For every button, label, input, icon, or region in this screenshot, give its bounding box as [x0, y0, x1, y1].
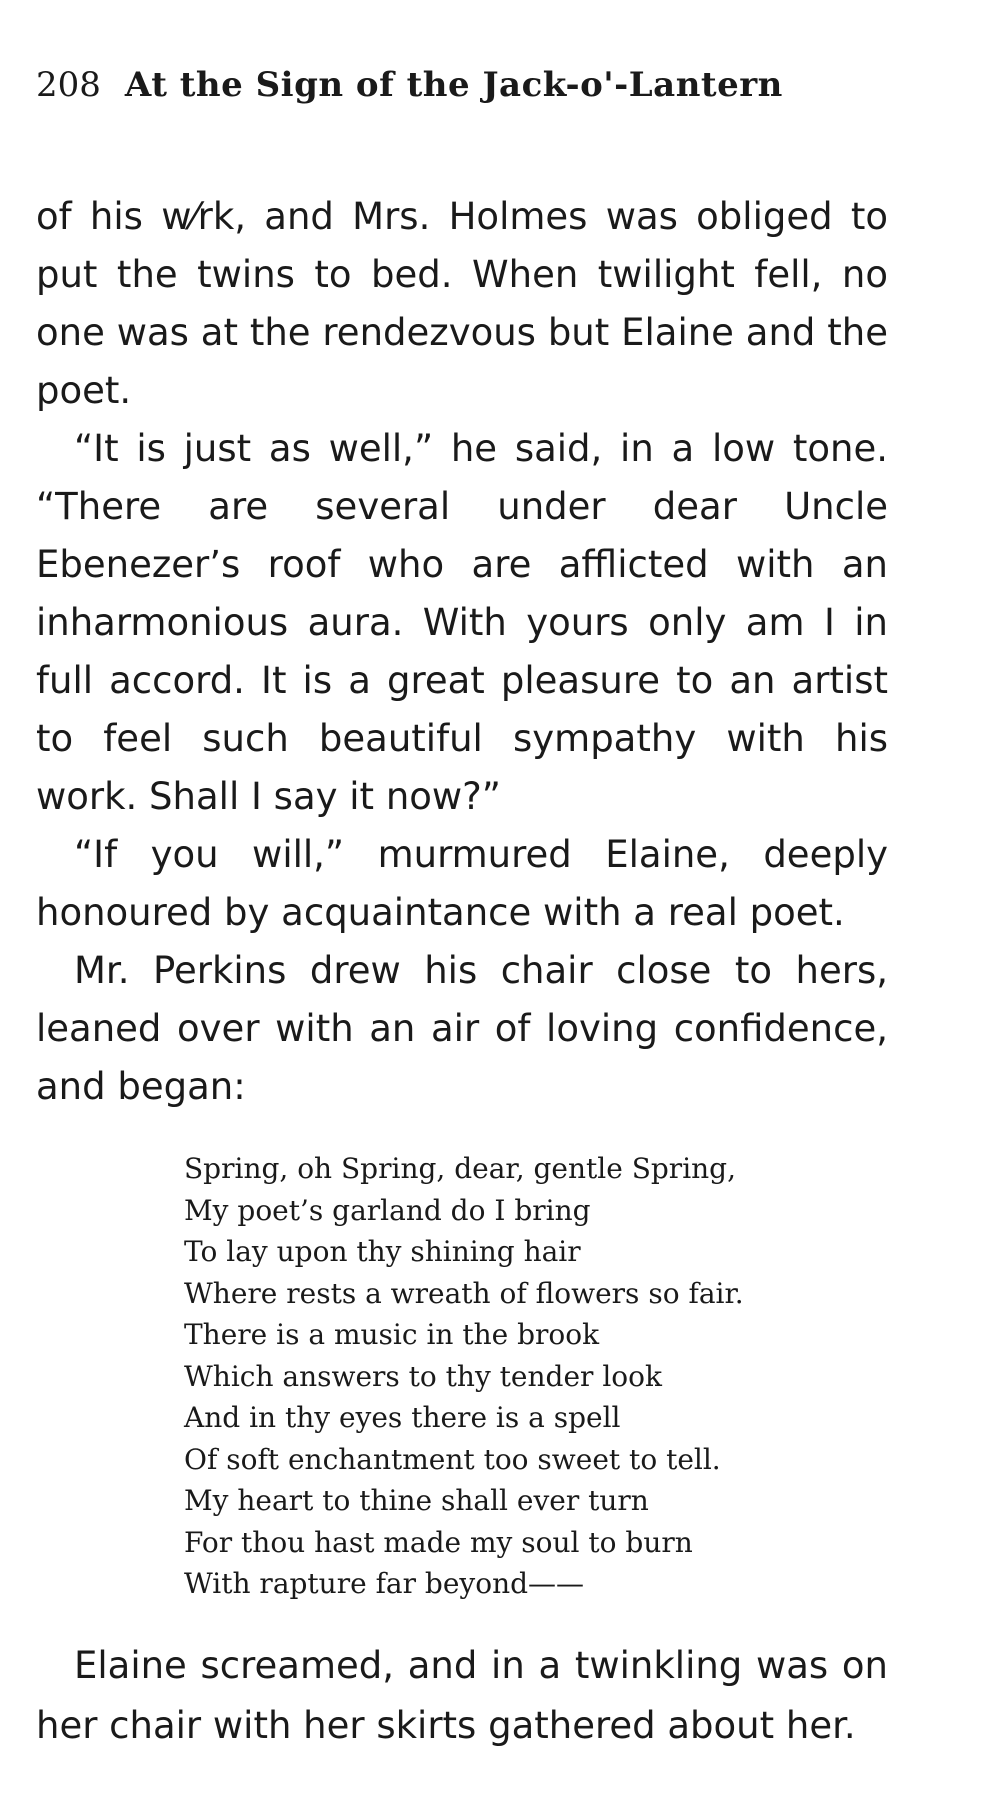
poem — [184, 1148, 824, 1605]
poem-line: To lay upon thy shining hair — [184, 1235, 581, 1268]
poem-line: Which answers to thy tender look — [184, 1359, 662, 1393]
poem-line: Spring, oh Spring, dear, gentle Spring, — [184, 1152, 737, 1185]
poem-line: With rapture far beyond—— — [184, 1567, 585, 1600]
paragraph-elaine-reply: “If you will,” murmured Elaine, deeply honoured by acquaintance with a real poet. — [36, 833, 888, 934]
body-text — [36, 188, 888, 1116]
closing-text — [36, 1636, 888, 1756]
poem-line: Where rests a wreath of flowers so fair. — [184, 1276, 744, 1310]
book-title: At the Sign of the Jack-o'-Lantern — [124, 65, 783, 105]
poem-line: My poet’s garland do I bring — [184, 1193, 591, 1227]
paragraph-perkins-begins: Mr. Perkins drew his chair close to hers, leaned over with an air of loving confidence, and began: — [36, 949, 888, 1108]
poem-line: My heart to thine shall ever turn — [184, 1484, 649, 1517]
paragraph-poet-speech: “It is just as well,” he said, in a low tone. “There are several under dear Uncle Ebenezer’s roof who are afflicted with an inharmonious aura. With yours only am I in full accord. It is a great pleasure to an artist to feel such beautiful sympathy with his work. Shall I say it now?” — [36, 427, 888, 818]
poem-line: There is a music in the brook — [184, 1318, 600, 1351]
page-number: 208 — [36, 65, 101, 105]
poem-line: For thou hast made my soul to burn — [184, 1525, 693, 1559]
poem-line: Of soft enchantment too sweet to tell. — [184, 1442, 721, 1476]
poem-line: And in thy eyes there is a spell — [184, 1401, 621, 1434]
paragraph-elaine-screams: Elaine screamed, and in a twinkling was on her chair with her skirts gathered about her. — [36, 1644, 888, 1747]
running-head — [36, 65, 783, 105]
paragraph-continuation: of his w⁄rk, and Mrs. Holmes was obliged to put the twins to bed. When twilight fell, no one was at the rendezvous but Elaine and the poet. — [36, 195, 888, 412]
